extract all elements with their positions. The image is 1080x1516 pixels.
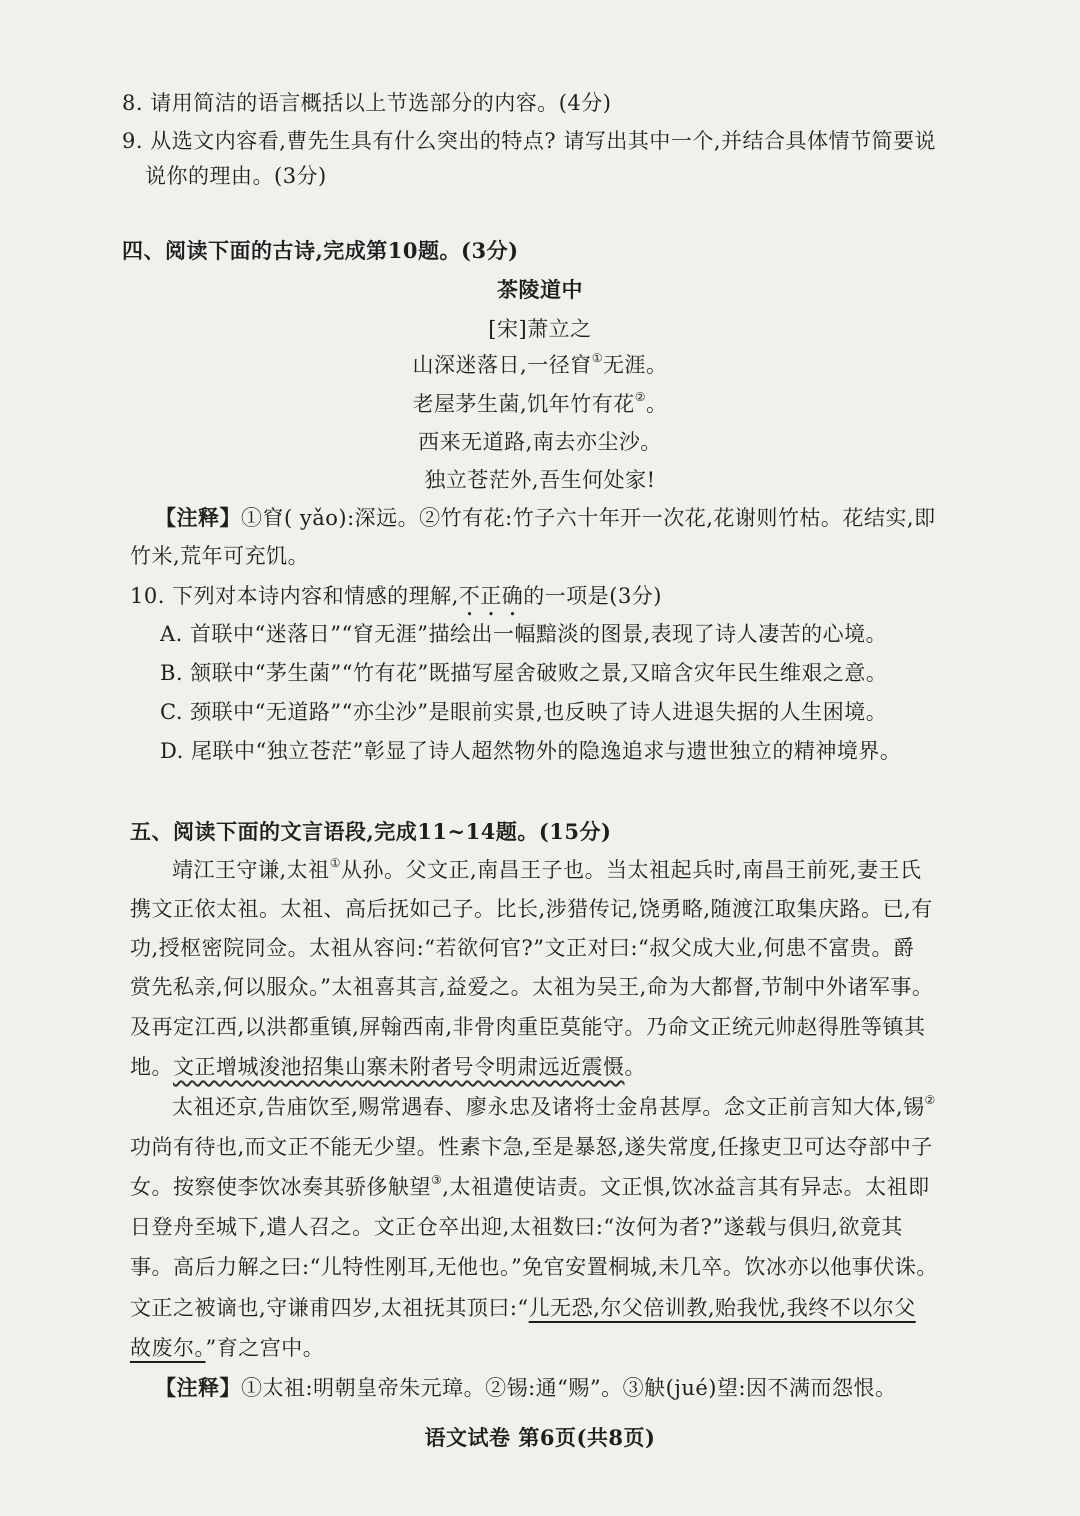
option-a: A. 首联中“迷落日”“窅无涯”描绘出一幅黯淡的图景,表现了诗人凄苦的心境。 [160, 622, 888, 646]
poem-title: 茶陵道中 [497, 277, 583, 302]
section-4-heading: 四、阅读下面的古诗,完成第10题。(3分) [122, 238, 519, 263]
passage-note-text: ①太祖:明朝皇帝朱元璋。②锡:通“赐”。③觖(jué)望:因不满而怨恨。 [241, 1376, 897, 1400]
underlined-sentence: 儿无恐,尔父倍训教,贻我忧,我终不以尔父 [528, 1296, 916, 1320]
passage-text: 。 [624, 1055, 646, 1079]
note-label: 【注释】 [155, 505, 241, 530]
poem-line-1 [0, 351, 1080, 379]
wavy-underlined-sentence: 文正增城浚池招集山寨未附者号令明肃远近震慑 [173, 1055, 625, 1079]
passage-p1-line-6 [130, 1053, 646, 1081]
passage-p1-line-1 [172, 856, 921, 884]
passage-p2-line-4: 日登舟至城下,遣人召之。文正仓卒出迎,太祖数曰:“汝何为者?”遂载与俱归,欲竟其 [130, 1215, 903, 1239]
question-10-text-a: 10. 下列对本诗内容和情感的理解, [130, 584, 459, 608]
passage-p1-line-4: 赏先私亲,何以服众。”太祖喜其言,益爱之。太祖为吴王,命为大都督,节制中外诸军事。 [130, 975, 934, 999]
question-9-line-2: 说你的理由。(3分) [145, 164, 327, 188]
passage-note [155, 1374, 897, 1402]
passage-text: 靖江王守谦,太祖 [172, 858, 330, 882]
question-8: 8. 请用简洁的语言概括以上节选部分的内容。(4分) [122, 91, 612, 115]
option-c: C. 颈联中“无道路”“亦尘沙”是眼前实景,也反映了诗人进退失据的人生困境。 [160, 700, 888, 724]
poem-author: [宋]萧立之 [488, 317, 592, 341]
passage-p2-line-3 [130, 1173, 930, 1201]
poem-note-line-2: 竹米,荒年可充饥。 [130, 544, 310, 568]
poem-line-3: 西来无道路,南去亦尘沙。 [418, 430, 662, 454]
poem-line-1-text-a: 山深迷落日,一径窅 [412, 353, 592, 377]
poem-line-2 [0, 390, 1080, 418]
passage-text: 地。 [130, 1055, 173, 1079]
passage-text: 文正之被谪也,守谦甫四岁,太祖抚其顶曰:“ [130, 1296, 529, 1320]
page-footer: 语文试卷 第6页(共8页) [424, 1425, 656, 1450]
passage-p2-line-5: 事。高后力解之曰:“儿特性刚耳,无他也。”免官安置桐城,未几卒。饮冰亦以他事伏诛。 [130, 1255, 938, 1279]
poem-line-2-text-a: 老屋茅生菌,饥年竹有花 [412, 392, 635, 416]
passage-text: 太祖还京,告庙饮至,赐常遇春、廖永忠及诸将士金帛甚厚。念文正前言知大体,锡 [172, 1095, 925, 1119]
passage-text: ”育之宫中。 [205, 1336, 325, 1360]
footnote-mark: ② [634, 390, 646, 404]
poem-line-2-text-b: 。 [645, 392, 668, 416]
poem-note-text: ①窅( yǎo):深远。②竹有花:竹子六十年开一次花,花谢则竹枯。花结实,即 [241, 506, 936, 530]
passage-p2-line-2: 功尚有待也,而文正不能无少望。性素卞急,至是暴怒,遂失常度,任掾吏卫可达夺部中子 [130, 1135, 933, 1159]
footnote-mark: ③ [431, 1173, 443, 1187]
footnote-mark: ① [329, 856, 341, 870]
footnote-mark: ② [924, 1093, 936, 1107]
option-d: D. 尾联中“独立苍茫”彰显了诗人超然物外的隐逸追求与遗世独立的精神境界。 [160, 739, 902, 763]
note-label: 【注释】 [155, 1375, 241, 1400]
question-10-text-b: 的一项是(3分) [523, 584, 662, 608]
section-5-heading: 五、阅读下面的文言语段,完成11~14题。(15分) [130, 819, 612, 844]
passage-text: 女。按察使李饮冰奏其骄侈觖望 [130, 1175, 431, 1199]
poem-note-line-1 [155, 504, 936, 532]
passage-p1-line-5: 及再定江西,以洪都重镇,屏翰西南,非骨肉重臣莫能守。乃命文正统元帅赵得胜等镇其 [130, 1015, 926, 1039]
passage-p2-line-1 [172, 1093, 936, 1121]
question-10-emphasis: 不正确 [458, 584, 524, 608]
passage-p1-line-3: 功,授枢密院同佥。太祖从容问:“若欲何官?”文正对曰:“叔父成大业,何患不富贵。爵 [130, 936, 915, 960]
passage-p1-line-2: 携文正依太祖。太祖、高后抚如己子。比长,涉猎传记,饶勇略,随渡江取集庆路。已,有 [130, 897, 933, 921]
passage-p2-line-6 [130, 1294, 916, 1322]
option-b: B. 颔联中“茅生菌”“竹有花”既描写屋舍破败之景,又暗含灾年民生维艰之意。 [160, 661, 888, 685]
underlined-sentence: 故废尔。 [130, 1336, 206, 1360]
passage-p2-line-7 [130, 1334, 324, 1362]
passage-text: 从孙。父文正,南昌王子也。当太祖起兵时,南昌王前死,妻王氏 [340, 858, 922, 882]
question-10 [130, 582, 662, 621]
footnote-mark: ① [591, 351, 603, 365]
passage-text: ,太祖遣使诘责。文正惧,饮冰益言其有异志。太祖即 [442, 1175, 930, 1199]
poem-line-1-text-b: 无涯。 [602, 353, 668, 377]
poem-line-4: 独立苍茫外,吾生何处家! [424, 468, 656, 492]
question-9-line-1: 9. 从选文内容看,曹先生具有什么突出的特点? 请写出其中一个,并结合具体情节简要说 [122, 129, 936, 153]
